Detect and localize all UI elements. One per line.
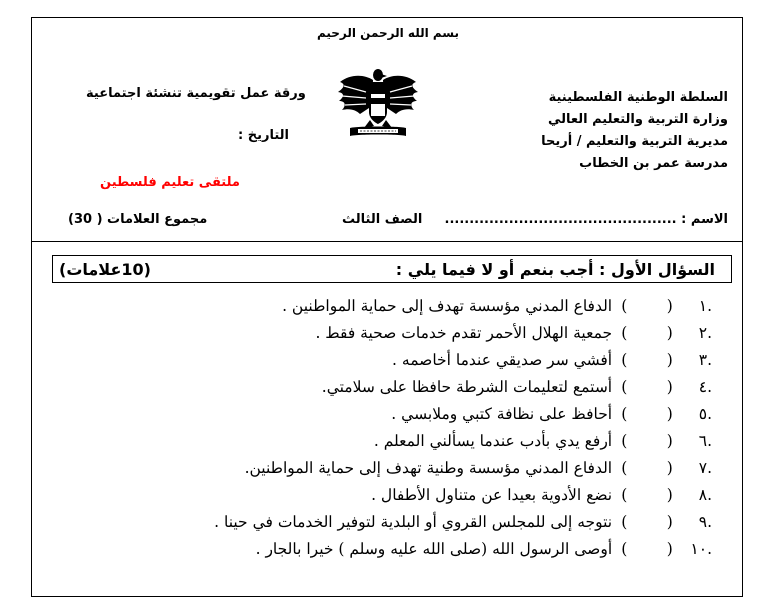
grade-label: الصف الثالث bbox=[342, 212, 423, 227]
answer-blank[interactable]: ( ) bbox=[621, 432, 673, 450]
total-marks: مجموع العلامات ( 30) bbox=[68, 212, 208, 227]
item-text: أوصى الرسول الله (صلى الله عليه وسلم ) خيرا بالجار . bbox=[255, 540, 613, 558]
item-number: .٥ bbox=[698, 405, 712, 423]
answer-blank[interactable]: ( ) bbox=[621, 324, 673, 342]
list-item bbox=[371, 486, 712, 504]
item-number: .٩ bbox=[698, 513, 712, 531]
date-label: التاريخ : bbox=[238, 128, 289, 143]
item-number: .١٠ bbox=[690, 540, 712, 558]
answer-blank[interactable]: ( ) bbox=[621, 486, 673, 504]
student-name-field[interactable] bbox=[445, 212, 728, 227]
list-item bbox=[392, 351, 712, 369]
answer-blank[interactable]: ( ) bbox=[621, 378, 673, 396]
question-title-box bbox=[52, 255, 732, 283]
item-text: نتوجه إلى للمجلس القروي أو البلدية لتوفير الخدمات في حينا . bbox=[214, 513, 613, 531]
question-title: السؤال الأول : أجب بنعم أو لا فيما يلي : bbox=[395, 259, 715, 279]
answer-blank[interactable]: ( ) bbox=[621, 513, 673, 531]
item-number: .١ bbox=[698, 297, 712, 315]
list-item bbox=[214, 513, 712, 531]
authority-line: مديرية التربية والتعليم / أريحا bbox=[541, 134, 728, 149]
item-text: جمعية الهلال الأحمر تقدم خدمات صحية فقط . bbox=[315, 324, 613, 342]
item-number: .٢ bbox=[698, 324, 712, 342]
item-text: أفشي سر صديقي عندما أخاصمه . bbox=[392, 351, 613, 369]
name-label: الاسم : bbox=[681, 212, 728, 227]
list-item bbox=[322, 378, 712, 396]
name-dots: ............................................... bbox=[444, 212, 677, 227]
question-marks: (10علامات) bbox=[59, 259, 151, 279]
item-number: .٣ bbox=[698, 351, 712, 369]
authority-line: وزارة التربية والتعليم العالي bbox=[547, 112, 728, 127]
answer-blank[interactable]: ( ) bbox=[621, 297, 673, 315]
header-divider bbox=[32, 241, 742, 242]
answer-blank[interactable]: ( ) bbox=[621, 405, 673, 423]
item-number: .٤ bbox=[698, 378, 712, 396]
list-item bbox=[245, 459, 712, 477]
bismillah-heading: بسم الله الرحمن الرحيم bbox=[316, 26, 460, 40]
palestine-eagle-emblem-icon bbox=[336, 66, 420, 142]
item-text: الدفاع المدني مؤسسة وطنية تهدف إلى حماية المواطنين. bbox=[244, 459, 613, 477]
authority-line: مدرسة عمر بن الخطاب bbox=[579, 156, 728, 171]
list-item bbox=[374, 432, 712, 450]
item-number: .٧ bbox=[698, 459, 712, 477]
forum-label: ملتقى تعليم فلسطين bbox=[100, 175, 240, 190]
item-text: أرفع يدي بأدب عندما يسألني المعلم . bbox=[373, 432, 613, 450]
item-text: نضع الأدوية بعيدا عن متناول الأطفال . bbox=[371, 486, 613, 504]
list-item bbox=[256, 540, 712, 558]
worksheet-page bbox=[31, 17, 743, 597]
list-item bbox=[391, 405, 712, 423]
authority-block bbox=[541, 87, 728, 175]
item-text: أحافظ على نظافة كتبي وملابسي . bbox=[391, 405, 613, 423]
item-number: .٨ bbox=[698, 486, 712, 504]
authority-line: السلطة الوطنية الفلسطينية bbox=[548, 90, 728, 105]
answer-blank[interactable]: ( ) bbox=[621, 459, 673, 477]
worksheet-title: ورقة عمل تقويمية تنشئة اجتماعية bbox=[86, 86, 306, 101]
answer-blank[interactable]: ( ) bbox=[621, 540, 673, 558]
item-text: أستمع لتعليمات الشرطة حافظا على سلامتي. bbox=[321, 378, 613, 396]
list-item bbox=[282, 297, 712, 315]
answer-blank[interactable]: ( ) bbox=[621, 351, 673, 369]
list-item bbox=[315, 324, 712, 342]
item-text: الدفاع المدني مؤسسة تهدف إلى حماية المواطنين . bbox=[282, 297, 613, 315]
item-number: .٦ bbox=[698, 432, 712, 450]
